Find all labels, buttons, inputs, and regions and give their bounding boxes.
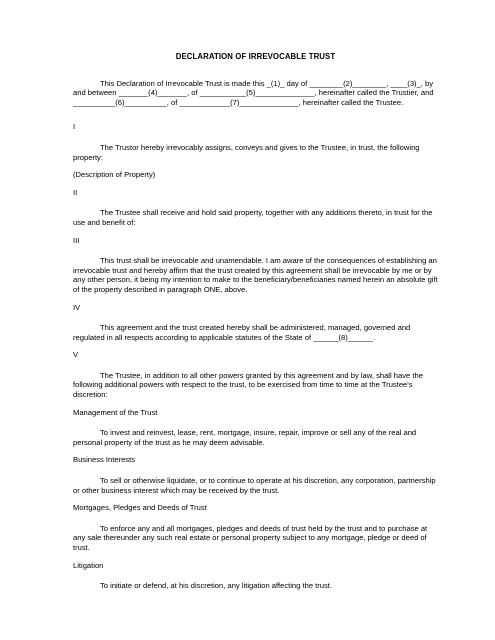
power-text-management: To invest and reinvest, lease, rent, mortgage, insure, repair, improve or sell any of the real and personal property of the trust as he may deem advisable. xyxy=(73,428,417,447)
power-heading-management: Management of the Trust xyxy=(73,407,158,417)
document-page xyxy=(73,52,438,591)
power-text-mortgages: To enforce any and all mortgages, pledges and deeds of trust held by the trust and to purchase at any sale thereunder any such real estate or personal property subject to any mortgage, pledge or deed of trust. xyxy=(73,523,428,552)
section-4-number: IV xyxy=(73,302,81,312)
section-2-number: II xyxy=(73,187,78,197)
power-heading-mortgages: Mortgages, Pledges and Deeds of Trust xyxy=(73,503,207,513)
section-4-text: This agreement and the trust created hereby shall be administered, managed, governed and regulated in all respects according to applicable statutes of the State of ______(8)______. xyxy=(73,323,411,342)
power-heading-business: Business Interests xyxy=(73,455,136,465)
document-title: DECLARATION OF IRREVOCABLE TRUST xyxy=(175,52,336,61)
section-1-number: I xyxy=(73,122,76,132)
section-3-text: This trust shall be irrevocable and unamendable. I am aware of the consequences of establishing an irrevocable trust and hereby affirm that the trust created by this agreement shall be irrevocable by me or by any other person, it being my intention to make to the beneficiary/beneficiaries named herein an absolute gift of the property described in paragraph ONE, above. xyxy=(73,256,438,294)
section-1-text: The Trustor hereby irrevocably assigns, conveys and gives to the Trustee, in trust, the following property: xyxy=(73,142,420,162)
section-5-number: V xyxy=(73,350,79,360)
section-3-number: III xyxy=(73,235,80,245)
power-heading-litigation: Litigation xyxy=(73,560,104,570)
preamble-paragraph: This Declaration of Irrevocable Trust is made this _(1)_ day of ________(2)________, ____(3)_, by and between _______(4)_______, of ___________(5)______________, hereinafter called the Trustier, and __________(6)__________, of ____________(7)______________, hereinafter called the Trustee. xyxy=(73,78,434,107)
power-text-business: To sell or otherwise liquidate, or to continue to operate at his discretion, any corporation, partnership or other business interest which may be received by the trust. xyxy=(73,476,436,495)
section-1-property-description: (Description of Property) xyxy=(73,170,156,180)
power-text-litigation: To initiate or defend, at his discretion, any litigation affecting the trust. xyxy=(100,581,333,591)
section-5-text: The Trustee, in addition to all other powers granted by this agreement and by law, shall have the following additional powers with respect to the trust, to be exercised from time to time at the Trustee's discretion: xyxy=(73,370,423,400)
section-2-text: The Trustee shall receive and hold said property, together with any additions thereto, in trust for the use and benefit of: xyxy=(73,208,433,227)
